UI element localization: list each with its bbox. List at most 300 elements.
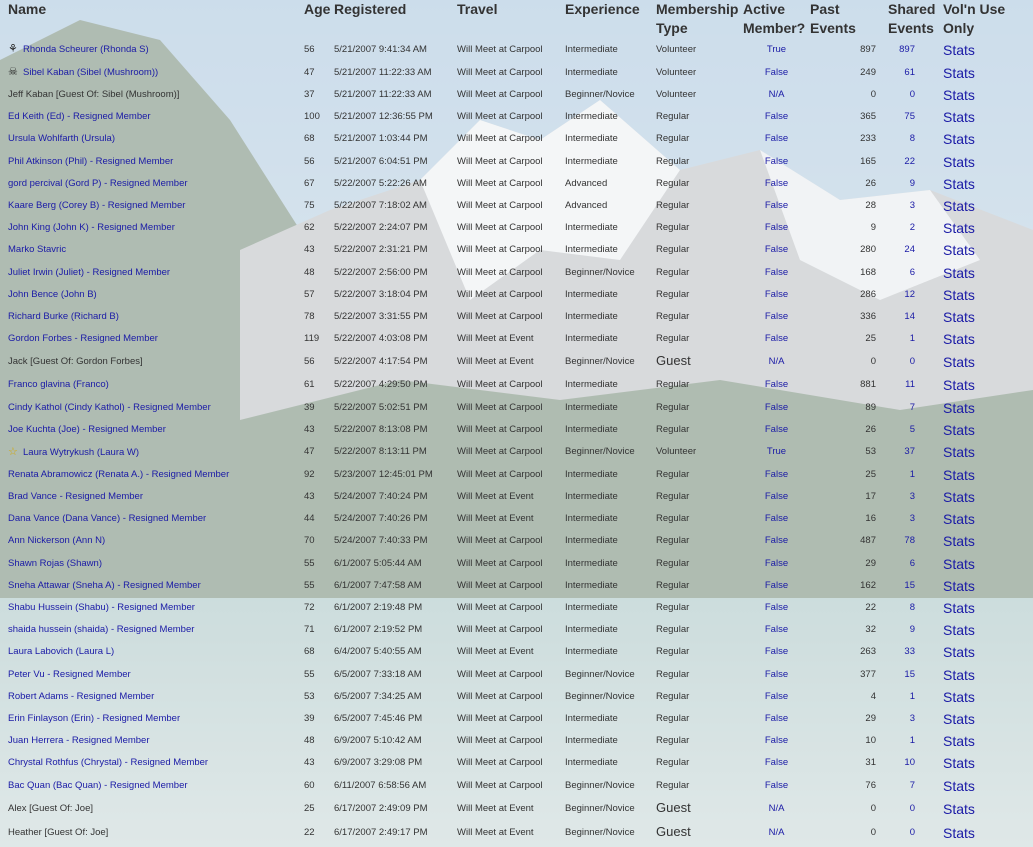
member-name-link[interactable]: Joe Kuchta (Joe) - Resigned Member — [8, 423, 166, 435]
cell-shared-events: 5 — [909, 423, 915, 435]
cell-registered: 5/21/2007 6:04:51 PM — [334, 155, 428, 167]
stats-link[interactable]: Stats — [943, 533, 975, 550]
cell-travel: Will Meet at Carpool — [457, 177, 543, 189]
member-name-link[interactable]: Richard Burke (Richard B) — [8, 310, 119, 322]
member-name-link[interactable]: Franco glavina (Franco) — [8, 379, 109, 391]
cell-name — [0, 195, 304, 217]
cell-membership-type — [656, 38, 743, 61]
stats-link[interactable]: Stats — [943, 777, 975, 794]
cell-past-events: 165 — [860, 155, 876, 167]
stats-link[interactable]: Stats — [943, 755, 975, 772]
membership-type-value: Regular — [656, 491, 690, 503]
stats-link[interactable]: Stats — [943, 577, 975, 594]
cell-registered: 6/1/2007 2:19:52 PM — [334, 624, 423, 636]
cell-active-member: False — [764, 557, 789, 569]
cell-experience: Intermediate — [565, 244, 618, 256]
member-name-link[interactable]: Peter Vu - Resigned Member — [8, 668, 131, 680]
header-past-events[interactable]: Past Events — [810, 1, 856, 36]
stats-link[interactable]: Stats — [943, 308, 975, 325]
cell-age: 100 — [304, 111, 320, 123]
cell-experience: Intermediate — [565, 288, 618, 300]
cell-travel: Will Meet at Carpool — [457, 446, 543, 458]
member-name-link[interactable]: Shabu Hussein (Shabu) - Resigned Member — [8, 602, 195, 614]
stats-link[interactable]: Stats — [943, 198, 975, 215]
cell-past-events: 233 — [860, 133, 876, 145]
cell-past-events: 365 — [860, 111, 876, 123]
cell-active-member: False — [764, 602, 789, 614]
cell-name — [0, 575, 304, 597]
cell-experience: Advanced — [565, 200, 608, 212]
skull-icon: ☠ — [8, 66, 18, 78]
cell-shared-events: 10 — [904, 757, 915, 769]
cell-age: 39 — [304, 712, 315, 724]
member-name-link[interactable]: gord percival (Gord P) - Resigned Member — [8, 177, 188, 189]
cell-membership-type — [656, 774, 743, 796]
cell-shared-events: 0 — [909, 356, 915, 368]
cell-travel: Will Meet at Carpool — [457, 735, 543, 747]
header-shared-events[interactable]: Shared Events — [888, 1, 936, 36]
table-row — [0, 306, 1033, 328]
member-name-link[interactable]: Robert Adams - Resigned Member — [8, 690, 155, 702]
cell-registered: 6/5/2007 7:45:46 PM — [334, 712, 423, 724]
cell-name — [0, 396, 304, 418]
stats-link[interactable]: Stats — [943, 286, 975, 303]
stats-link[interactable]: Stats — [943, 466, 975, 483]
cell-membership-type — [656, 84, 743, 106]
member-name-link[interactable]: Ann Nickerson (Ann N) — [8, 535, 106, 547]
cell-voln-use-only — [943, 664, 1033, 686]
cell-past-events: 162 — [860, 579, 876, 591]
cell-name — [0, 262, 304, 284]
table-row — [0, 106, 1033, 128]
cell-travel: Will Meet at Carpool — [457, 43, 543, 55]
cell-age: 61 — [304, 379, 315, 391]
header-name[interactable]: Name — [8, 1, 47, 17]
cell-travel: Will Meet at Carpool — [457, 266, 543, 278]
cell-experience: Intermediate — [565, 111, 618, 123]
member-name-link[interactable]: Renata Abramowicz (Renata A.) - Resigned Member — [8, 468, 230, 480]
cell-age: 56 — [304, 155, 315, 167]
cell-past-events: 32 — [865, 624, 876, 636]
stats-link[interactable]: Stats — [943, 688, 975, 705]
member-name-link[interactable]: Erin Finlayson (Erin) - Resigned Member — [8, 712, 181, 724]
member-name-link[interactable]: Dana Vance (Dana Vance) - Resigned Member — [8, 513, 207, 525]
membership-type-value: Regular — [656, 513, 690, 525]
cell-membership-type — [656, 597, 743, 619]
cell-registered: 5/21/2007 11:22:33 AM — [334, 66, 432, 78]
cell-name — [0, 106, 304, 128]
membership-type-value: Regular — [656, 690, 690, 702]
stats-link[interactable]: Stats — [943, 824, 975, 841]
cell-voln-use-only — [943, 575, 1033, 597]
cell-name — [0, 553, 304, 575]
cell-registered: 5/22/2007 7:18:02 AM — [334, 200, 427, 212]
cell-active-member: False — [764, 155, 789, 167]
stats-link[interactable]: Stats — [943, 399, 975, 416]
cell-shared-events: 1 — [909, 333, 915, 345]
cell-voln-use-only — [943, 508, 1033, 530]
stats-link[interactable]: Stats — [943, 109, 975, 126]
cell-age: 37 — [304, 89, 315, 101]
cell-voln-use-only — [943, 774, 1033, 796]
cell-voln-use-only — [943, 151, 1033, 173]
member-name-link[interactable]: Ursula Wohlfarth (Ursula) — [8, 133, 115, 145]
membership-type-value: Regular — [656, 779, 690, 791]
header-age[interactable]: Age — [304, 1, 331, 17]
cell-past-events: 28 — [865, 200, 876, 212]
stats-link[interactable]: Stats — [943, 242, 975, 259]
cell-voln-use-only — [943, 374, 1033, 396]
cell-shared-events: 15 — [904, 668, 915, 680]
cell-experience: Intermediate — [565, 646, 618, 658]
cell-age: 56 — [304, 356, 315, 368]
guest-name: Heather [Guest Of: Joe] — [8, 826, 109, 838]
table-row — [0, 641, 1033, 663]
cell-membership-type — [656, 262, 743, 284]
membership-type-value: Volunteer — [656, 66, 697, 78]
cell-shared-events: 37 — [904, 446, 915, 458]
cell-experience: Intermediate — [565, 310, 618, 322]
table-row — [0, 774, 1033, 796]
cell-travel: Will Meet at Carpool — [457, 757, 543, 769]
stats-link[interactable]: Stats — [943, 421, 975, 438]
member-name-link[interactable]: Laura Labovich (Laura L) — [8, 646, 115, 658]
cell-age: 48 — [304, 266, 315, 278]
cell-past-events: 0 — [870, 802, 876, 814]
cell-age: 75 — [304, 200, 315, 212]
cell-experience: Intermediate — [565, 401, 618, 413]
cell-age: 60 — [304, 779, 315, 791]
member-name-link[interactable]: Cindy Kathol (Cindy Kathol) - Resigned Member — [8, 401, 211, 413]
table-row — [0, 396, 1033, 418]
stats-link[interactable]: Stats — [943, 710, 975, 727]
stats-link[interactable]: Stats — [943, 64, 975, 81]
cell-active-member: False — [764, 646, 789, 658]
cell-active-member: False — [764, 712, 789, 724]
cell-travel: Will Meet at Carpool — [457, 133, 543, 145]
cell-membership-type — [656, 708, 743, 730]
cell-active-member: False — [764, 491, 789, 503]
cell-past-events: 336 — [860, 310, 876, 322]
cell-name — [0, 752, 304, 774]
cell-membership-type — [656, 350, 743, 374]
table-row — [0, 284, 1033, 306]
cell-age: 48 — [304, 735, 315, 747]
member-name-link[interactable]: Shawn Rojas (Shawn) — [8, 557, 102, 569]
cell-shared-events: 78 — [904, 535, 915, 547]
cell-voln-use-only — [943, 530, 1033, 552]
cell-voln-use-only — [943, 106, 1033, 128]
cell-registered: 5/23/2007 12:45:01 PM — [334, 468, 433, 480]
cell-membership-type — [656, 464, 743, 486]
stats-link[interactable]: Stats — [943, 555, 975, 572]
cell-active-member: False — [764, 513, 789, 525]
stats-link[interactable]: Stats — [943, 800, 975, 817]
cell-age: 55 — [304, 557, 315, 569]
stats-link[interactable]: Stats — [943, 175, 975, 192]
table-row — [0, 508, 1033, 530]
cell-past-events: 53 — [865, 446, 876, 458]
table-row — [0, 530, 1033, 552]
table-row — [0, 173, 1033, 195]
stats-link[interactable]: Stats — [943, 733, 975, 750]
header-membership-type[interactable]: Membership Type — [656, 1, 739, 36]
cell-experience: Intermediate — [565, 222, 618, 234]
cell-experience: Beginner/Novice — [565, 356, 635, 368]
cell-membership-type — [656, 508, 743, 530]
cell-age: 25 — [304, 802, 315, 814]
member-name-link[interactable]: Brad Vance - Resigned Member — [8, 491, 143, 503]
member-name-link[interactable]: Ed Keith (Ed) - Resigned Member — [8, 111, 151, 123]
cell-name — [0, 641, 304, 663]
cell-active-member: False — [764, 624, 789, 636]
table-row — [0, 597, 1033, 619]
cell-shared-events: 897 — [899, 43, 915, 55]
header-active-member[interactable]: Active Member? — [743, 1, 806, 36]
header-experience[interactable]: Experience — [565, 1, 640, 17]
cell-registered: 5/24/2007 7:40:26 PM — [334, 513, 428, 525]
cell-age: 22 — [304, 826, 315, 838]
cell-past-events: 76 — [865, 779, 876, 791]
cell-registered: 5/22/2007 5:22:26 AM — [334, 177, 427, 189]
member-name-link[interactable]: Gordon Forbes - Resigned Member — [8, 333, 158, 345]
cell-registered: 6/9/2007 5:10:42 AM — [334, 735, 422, 747]
stats-link[interactable]: Stats — [943, 41, 975, 58]
cell-active-member: False — [764, 401, 789, 413]
cell-travel: Will Meet at Carpool — [457, 288, 543, 300]
membership-type-value: Regular — [656, 401, 690, 413]
cell-active-member: False — [764, 222, 789, 234]
cell-membership-type — [656, 575, 743, 597]
cell-shared-events: 1 — [909, 690, 915, 702]
cell-registered: 6/11/2007 6:58:56 AM — [334, 779, 427, 791]
member-name-link[interactable]: Sneha Attawar (Sneha A) - Resigned Member — [8, 579, 201, 591]
star-icon: ☆ — [8, 445, 18, 458]
member-name-link[interactable]: Bac Quan (Bac Quan) - Resigned Member — [8, 779, 188, 791]
membership-type-value: Guest — [656, 799, 691, 815]
cell-name — [0, 38, 304, 61]
cell-experience: Intermediate — [565, 491, 618, 503]
cell-active-member: False — [764, 310, 789, 322]
cell-membership-type — [656, 128, 743, 150]
cell-shared-events: 3 — [909, 712, 915, 724]
cell-shared-events: 6 — [909, 557, 915, 569]
member-name-link[interactable]: Phil Atkinson (Phil) - Resigned Member — [8, 155, 174, 167]
cell-experience: Intermediate — [565, 133, 618, 145]
stats-link[interactable]: Stats — [943, 622, 975, 639]
cell-name — [0, 464, 304, 486]
stats-link[interactable]: Stats — [943, 600, 975, 617]
cell-past-events: 377 — [860, 668, 876, 680]
cell-name — [0, 797, 304, 821]
cell-registered: 5/22/2007 2:56:00 PM — [334, 266, 428, 278]
table-row — [0, 619, 1033, 641]
cell-age: 55 — [304, 668, 315, 680]
cell-experience: Intermediate — [565, 712, 618, 724]
cell-voln-use-only — [943, 419, 1033, 441]
cell-travel: Will Meet at Carpool — [457, 579, 543, 591]
cell-name — [0, 486, 304, 508]
cell-voln-use-only — [943, 486, 1033, 508]
cell-shared-events: 7 — [909, 779, 915, 791]
membership-type-value: Regular — [656, 579, 690, 591]
cell-registered: 5/21/2007 9:41:34 AM — [334, 43, 427, 55]
cell-past-events: 249 — [860, 66, 876, 78]
cell-age: 47 — [304, 66, 315, 78]
cell-travel: Will Meet at Carpool — [457, 779, 543, 791]
cell-travel: Will Meet at Event — [457, 646, 534, 658]
guest-name: Jack [Guest Of: Gordon Forbes] — [8, 356, 143, 368]
cell-active-member: True — [766, 43, 787, 55]
cell-voln-use-only — [943, 708, 1033, 730]
table-row — [0, 151, 1033, 173]
membership-type-value: Regular — [656, 735, 690, 747]
cell-name — [0, 774, 304, 796]
cell-experience: Intermediate — [565, 379, 618, 391]
membership-type-value: Volunteer — [656, 89, 697, 101]
stats-link[interactable]: Stats — [943, 354, 975, 371]
cell-past-events: 10 — [865, 735, 876, 747]
membership-type-value: Regular — [656, 222, 690, 234]
cell-shared-events: 33 — [904, 646, 915, 658]
stats-link[interactable]: Stats — [943, 489, 975, 506]
cell-experience: Beginner/Novice — [565, 802, 635, 814]
cell-voln-use-only — [943, 597, 1033, 619]
cell-travel: Will Meet at Carpool — [457, 379, 543, 391]
cell-voln-use-only — [943, 464, 1033, 486]
cell-past-events: 29 — [865, 557, 876, 569]
member-name-link[interactable]: Sibel Kaban (Sibel (Mushroom)) — [23, 67, 159, 78]
membership-type-value: Regular — [656, 244, 690, 256]
stats-link[interactable]: Stats — [943, 644, 975, 661]
table-row — [0, 575, 1033, 597]
cell-active-member: False — [764, 177, 789, 189]
membership-type-value: Regular — [656, 177, 690, 189]
membership-type-value: Regular — [656, 557, 690, 569]
table-row — [0, 128, 1033, 150]
cell-name — [0, 730, 304, 752]
stats-link[interactable]: Stats — [943, 444, 975, 461]
cell-active-member: False — [764, 535, 789, 547]
member-name-link[interactable]: John King (John K) - Resigned Member — [8, 222, 175, 234]
cell-registered: 6/1/2007 7:47:58 AM — [334, 579, 422, 591]
cell-registered: 6/4/2007 5:40:55 AM — [334, 646, 422, 658]
cell-voln-use-only — [943, 350, 1033, 374]
cell-travel: Will Meet at Carpool — [457, 468, 543, 480]
cell-shared-events: 12 — [904, 288, 915, 300]
cell-voln-use-only — [943, 306, 1033, 328]
cell-registered: 5/22/2007 4:17:54 PM — [334, 356, 428, 368]
cell-travel: Will Meet at Carpool — [457, 423, 543, 435]
cell-shared-events: 0 — [909, 826, 915, 838]
cell-shared-events: 2 — [909, 222, 915, 234]
cell-membership-type — [656, 284, 743, 306]
cell-membership-type — [656, 106, 743, 128]
header-travel[interactable]: Travel — [457, 1, 498, 17]
stats-link[interactable]: Stats — [943, 331, 975, 348]
cell-registered: 5/22/2007 3:31:55 PM — [334, 310, 428, 322]
stats-link[interactable]: Stats — [943, 131, 975, 148]
member-name-link[interactable]: Chrystal Rothfus (Chrystal) - Resigned Member — [8, 757, 209, 769]
cell-past-events: 0 — [870, 356, 876, 368]
cell-past-events: 31 — [865, 757, 876, 769]
stats-link[interactable]: Stats — [943, 377, 975, 394]
cell-registered: 5/21/2007 12:36:55 PM — [334, 111, 433, 123]
cell-experience: Intermediate — [565, 735, 618, 747]
member-name-link[interactable]: Laura Wytrykush (Laura W) — [23, 446, 140, 458]
table-row — [0, 708, 1033, 730]
member-name-link[interactable]: Kaare Berg (Corey B) - Resigned Member — [8, 200, 186, 212]
member-name-link[interactable]: shaida hussein (shaida) - Resigned Member — [8, 624, 195, 636]
cell-registered: 5/22/2007 2:31:21 PM — [334, 244, 428, 256]
cell-active-member: False — [764, 288, 789, 300]
cell-voln-use-only — [943, 730, 1033, 752]
cell-shared-events: 6 — [909, 266, 915, 278]
stats-link[interactable]: Stats — [943, 511, 975, 528]
cell-voln-use-only — [943, 328, 1033, 350]
stats-link[interactable]: Stats — [943, 220, 975, 237]
cell-voln-use-only — [943, 284, 1033, 306]
cell-travel: Will Meet at Carpool — [457, 310, 543, 322]
table-row — [0, 61, 1033, 84]
cell-registered: 6/5/2007 7:33:18 AM — [334, 668, 422, 680]
stats-link[interactable]: Stats — [943, 153, 975, 170]
cell-name — [0, 597, 304, 619]
cell-past-events: 168 — [860, 266, 876, 278]
header-voln-use-only[interactable]: Vol'n Use Only — [943, 1, 1006, 36]
member-name-link[interactable]: Marko Stavric — [8, 244, 67, 256]
stats-link[interactable]: Stats — [943, 87, 975, 104]
cell-name — [0, 284, 304, 306]
cell-experience: Intermediate — [565, 468, 618, 480]
membership-type-value: Regular — [656, 602, 690, 614]
cell-membership-type — [656, 530, 743, 552]
cell-registered: 6/5/2007 7:34:25 AM — [334, 690, 422, 702]
table-row — [0, 239, 1033, 261]
table-row — [0, 686, 1033, 708]
member-name-link[interactable]: Juan Herrera - Resigned Member — [8, 735, 150, 747]
cell-name — [0, 239, 304, 261]
member-name-link[interactable]: Rhonda Scheurer (Rhonda S) — [23, 44, 149, 55]
cell-experience: Beginner/Novice — [565, 690, 635, 702]
cell-travel: Will Meet at Carpool — [457, 712, 543, 724]
member-name-link[interactable]: John Bence (John B) — [8, 288, 97, 300]
cell-name — [0, 173, 304, 195]
membership-type-value: Regular — [656, 288, 690, 300]
table-row — [0, 486, 1033, 508]
cell-active-member: N/A — [768, 802, 785, 814]
cell-membership-type — [656, 195, 743, 217]
stats-link[interactable]: Stats — [943, 264, 975, 281]
cell-voln-use-only — [943, 619, 1033, 641]
cell-experience: Intermediate — [565, 423, 618, 435]
table-row — [0, 730, 1033, 752]
cell-experience: Beginner/Novice — [565, 266, 635, 278]
stats-link[interactable]: Stats — [943, 666, 975, 683]
cell-travel: Will Meet at Carpool — [457, 602, 543, 614]
member-name-link[interactable]: Juliet Irwin (Juliet) - Resigned Member — [8, 266, 171, 278]
cell-experience: Beginner/Novice — [565, 89, 635, 101]
cell-travel: Will Meet at Carpool — [457, 89, 543, 101]
cell-voln-use-only — [943, 239, 1033, 261]
cell-registered: 6/1/2007 5:05:44 AM — [334, 557, 422, 569]
cell-registered: 6/17/2007 2:49:09 PM — [334, 802, 428, 814]
cell-voln-use-only — [943, 128, 1033, 150]
cell-active-member: False — [764, 423, 789, 435]
header-registered[interactable]: Registered — [334, 1, 407, 17]
cell-voln-use-only — [943, 217, 1033, 239]
cell-travel: Will Meet at Event — [457, 491, 534, 503]
